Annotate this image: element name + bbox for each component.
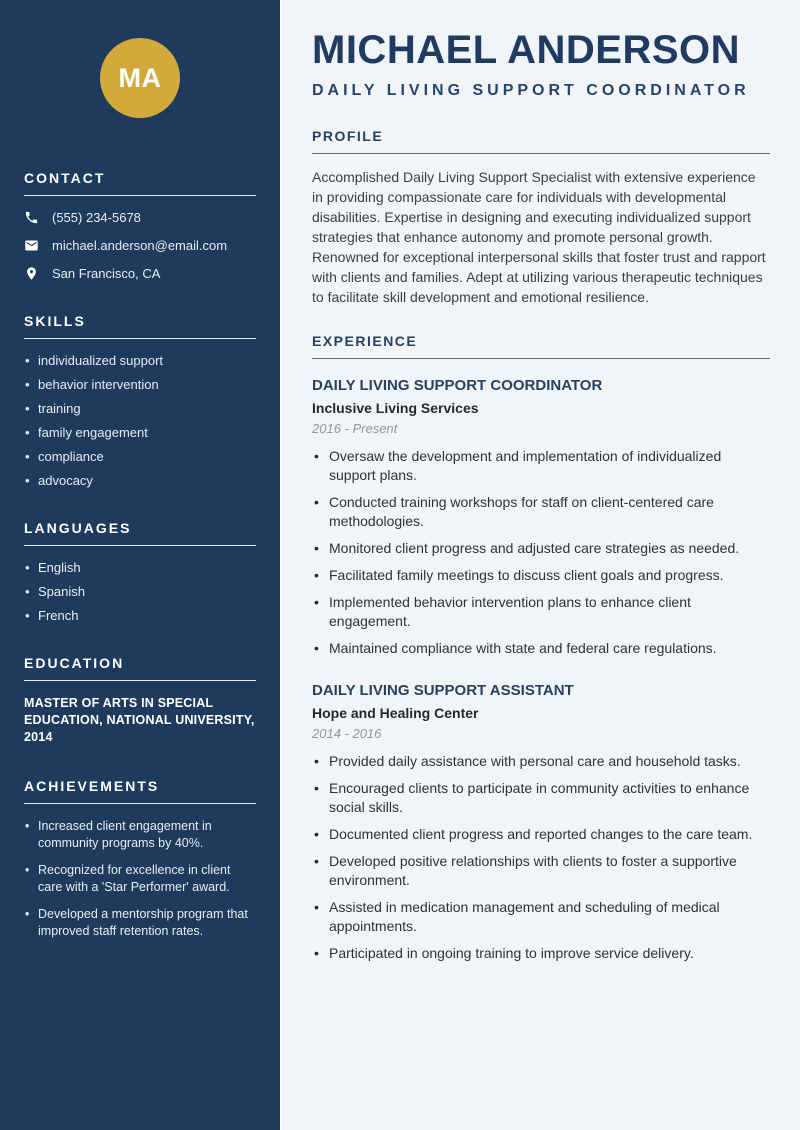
education-degree: MASTER OF ARTS IN SPECIAL EDUCATION, NATIONAL UNIVERSITY, 2014 — [24, 696, 255, 744]
job-bullet: • Documented client progress and reported changes to the care team. — [312, 825, 770, 844]
languages-heading: LANGUAGES — [24, 520, 132, 536]
education-section — [24, 655, 256, 746]
job-bullet: • Participated in ongoing training to improve service delivery. — [312, 944, 770, 963]
skills-list — [24, 353, 256, 488]
job-bullet: • Monitored client progress and adjusted care strategies as needed. — [312, 539, 770, 558]
skill-item: • training — [24, 401, 256, 416]
achievement-item: • Recognized for excellence in client care with a 'Star Performer' award. — [24, 862, 256, 896]
job-bullet: • Maintained compliance with state and federal care regulations. — [312, 639, 770, 658]
profile-heading: PROFILE — [312, 128, 384, 144]
contact-email-row — [24, 238, 256, 253]
profile-section — [312, 128, 770, 307]
sidebar — [0, 0, 280, 1130]
avatar-initials: MA — [118, 62, 162, 93]
job-bullet: • Provided daily assistance with personal care and household tasks. — [312, 752, 770, 771]
skills-divider — [24, 338, 256, 339]
contact-divider — [24, 195, 256, 196]
job-title: DAILY LIVING SUPPORT ASSISTANT — [312, 682, 574, 699]
skill-item: • compliance — [24, 449, 256, 464]
language-item: • English — [24, 560, 256, 575]
contact-location-row — [24, 266, 256, 281]
languages-section — [24, 520, 256, 623]
location-pin-icon — [24, 266, 39, 281]
avatar-wrap — [24, 38, 256, 118]
achievement-item: • Increased client engagement in community programs by 40%. — [24, 818, 256, 852]
job-bullet: • Conducted training workshops for staff on client-centered care methodologies. — [312, 493, 770, 531]
experience-section — [312, 333, 770, 963]
experience-divider — [312, 358, 770, 359]
skills-heading: SKILLS — [24, 313, 86, 329]
language-item: • French — [24, 608, 256, 623]
job-company: Hope and Healing Center — [312, 705, 479, 721]
languages-list — [24, 560, 256, 623]
language-item: • Spanish — [24, 584, 256, 599]
contact-section — [24, 170, 256, 281]
job-dates: 2014 - 2016 — [312, 726, 382, 741]
email-icon — [24, 238, 39, 253]
languages-divider — [24, 545, 256, 546]
job-entry — [312, 682, 770, 963]
skill-item: • individualized support — [24, 353, 256, 368]
job-entry — [312, 377, 770, 658]
skill-item: • behavior intervention — [24, 377, 256, 392]
job-bullet: • Developed positive relationships with clients to foster a supportive environment. — [312, 852, 770, 890]
job-bullet: • Oversaw the development and implementation of individualized support plans. — [312, 447, 770, 485]
job-bullets — [312, 752, 770, 963]
profile-divider — [312, 153, 770, 154]
contact-location: San Francisco, CA — [52, 266, 161, 281]
achievements-section — [24, 778, 256, 940]
job-bullet: • Facilitated family meetings to discuss client goals and progress. — [312, 566, 770, 585]
experience-heading: EXPERIENCE — [312, 333, 418, 349]
achievement-item: • Developed a mentorship program that improved staff retention rates. — [24, 906, 256, 940]
candidate-title: DAILY LIVING SUPPORT COORDINATOR — [312, 82, 750, 99]
job-bullets — [312, 447, 770, 658]
education-heading: EDUCATION — [24, 655, 125, 671]
contact-email: michael.anderson@email.com — [52, 238, 228, 253]
contact-heading: CONTACT — [24, 170, 106, 186]
achievements-divider — [24, 803, 256, 804]
job-bullet: • Assisted in medication management and scheduling of medical appointments. — [312, 898, 770, 936]
achievements-heading: ACHIEVEMENTS — [24, 778, 160, 794]
avatar — [100, 38, 180, 118]
job-company: Inclusive Living Services — [312, 400, 479, 416]
profile-text: Accomplished Daily Living Support Specialist with extensive experience in providing compassionate care for individuals with developmental disabilities. Expertise in designing and executing individualized support strategies that enhance autonomy and promote personal growth. Renowned for exceptional interpersonal skills that foster trust and rapport with clients and families. Adept at utilizing various therapeutic techniques to facilitate skill development and emotional resilience. — [312, 169, 766, 305]
achievements-list — [24, 818, 256, 940]
candidate-name: MICHAEL ANDERSON — [312, 28, 741, 72]
education-divider — [24, 680, 256, 681]
job-bullet: • Implemented behavior intervention plans to enhance client engagement. — [312, 593, 770, 631]
main-content — [280, 0, 800, 1130]
contact-phone: (555) 234-5678 — [52, 210, 141, 225]
skill-item: • family engagement — [24, 425, 256, 440]
skills-section — [24, 313, 256, 488]
skill-item: • advocacy — [24, 473, 256, 488]
job-dates: 2016 - Present — [312, 421, 398, 436]
contact-phone-row — [24, 210, 256, 225]
job-bullet: • Encouraged clients to participate in community activities to enhance social skills. — [312, 779, 770, 817]
phone-icon — [24, 210, 39, 225]
job-title: DAILY LIVING SUPPORT COORDINATOR — [312, 377, 603, 394]
